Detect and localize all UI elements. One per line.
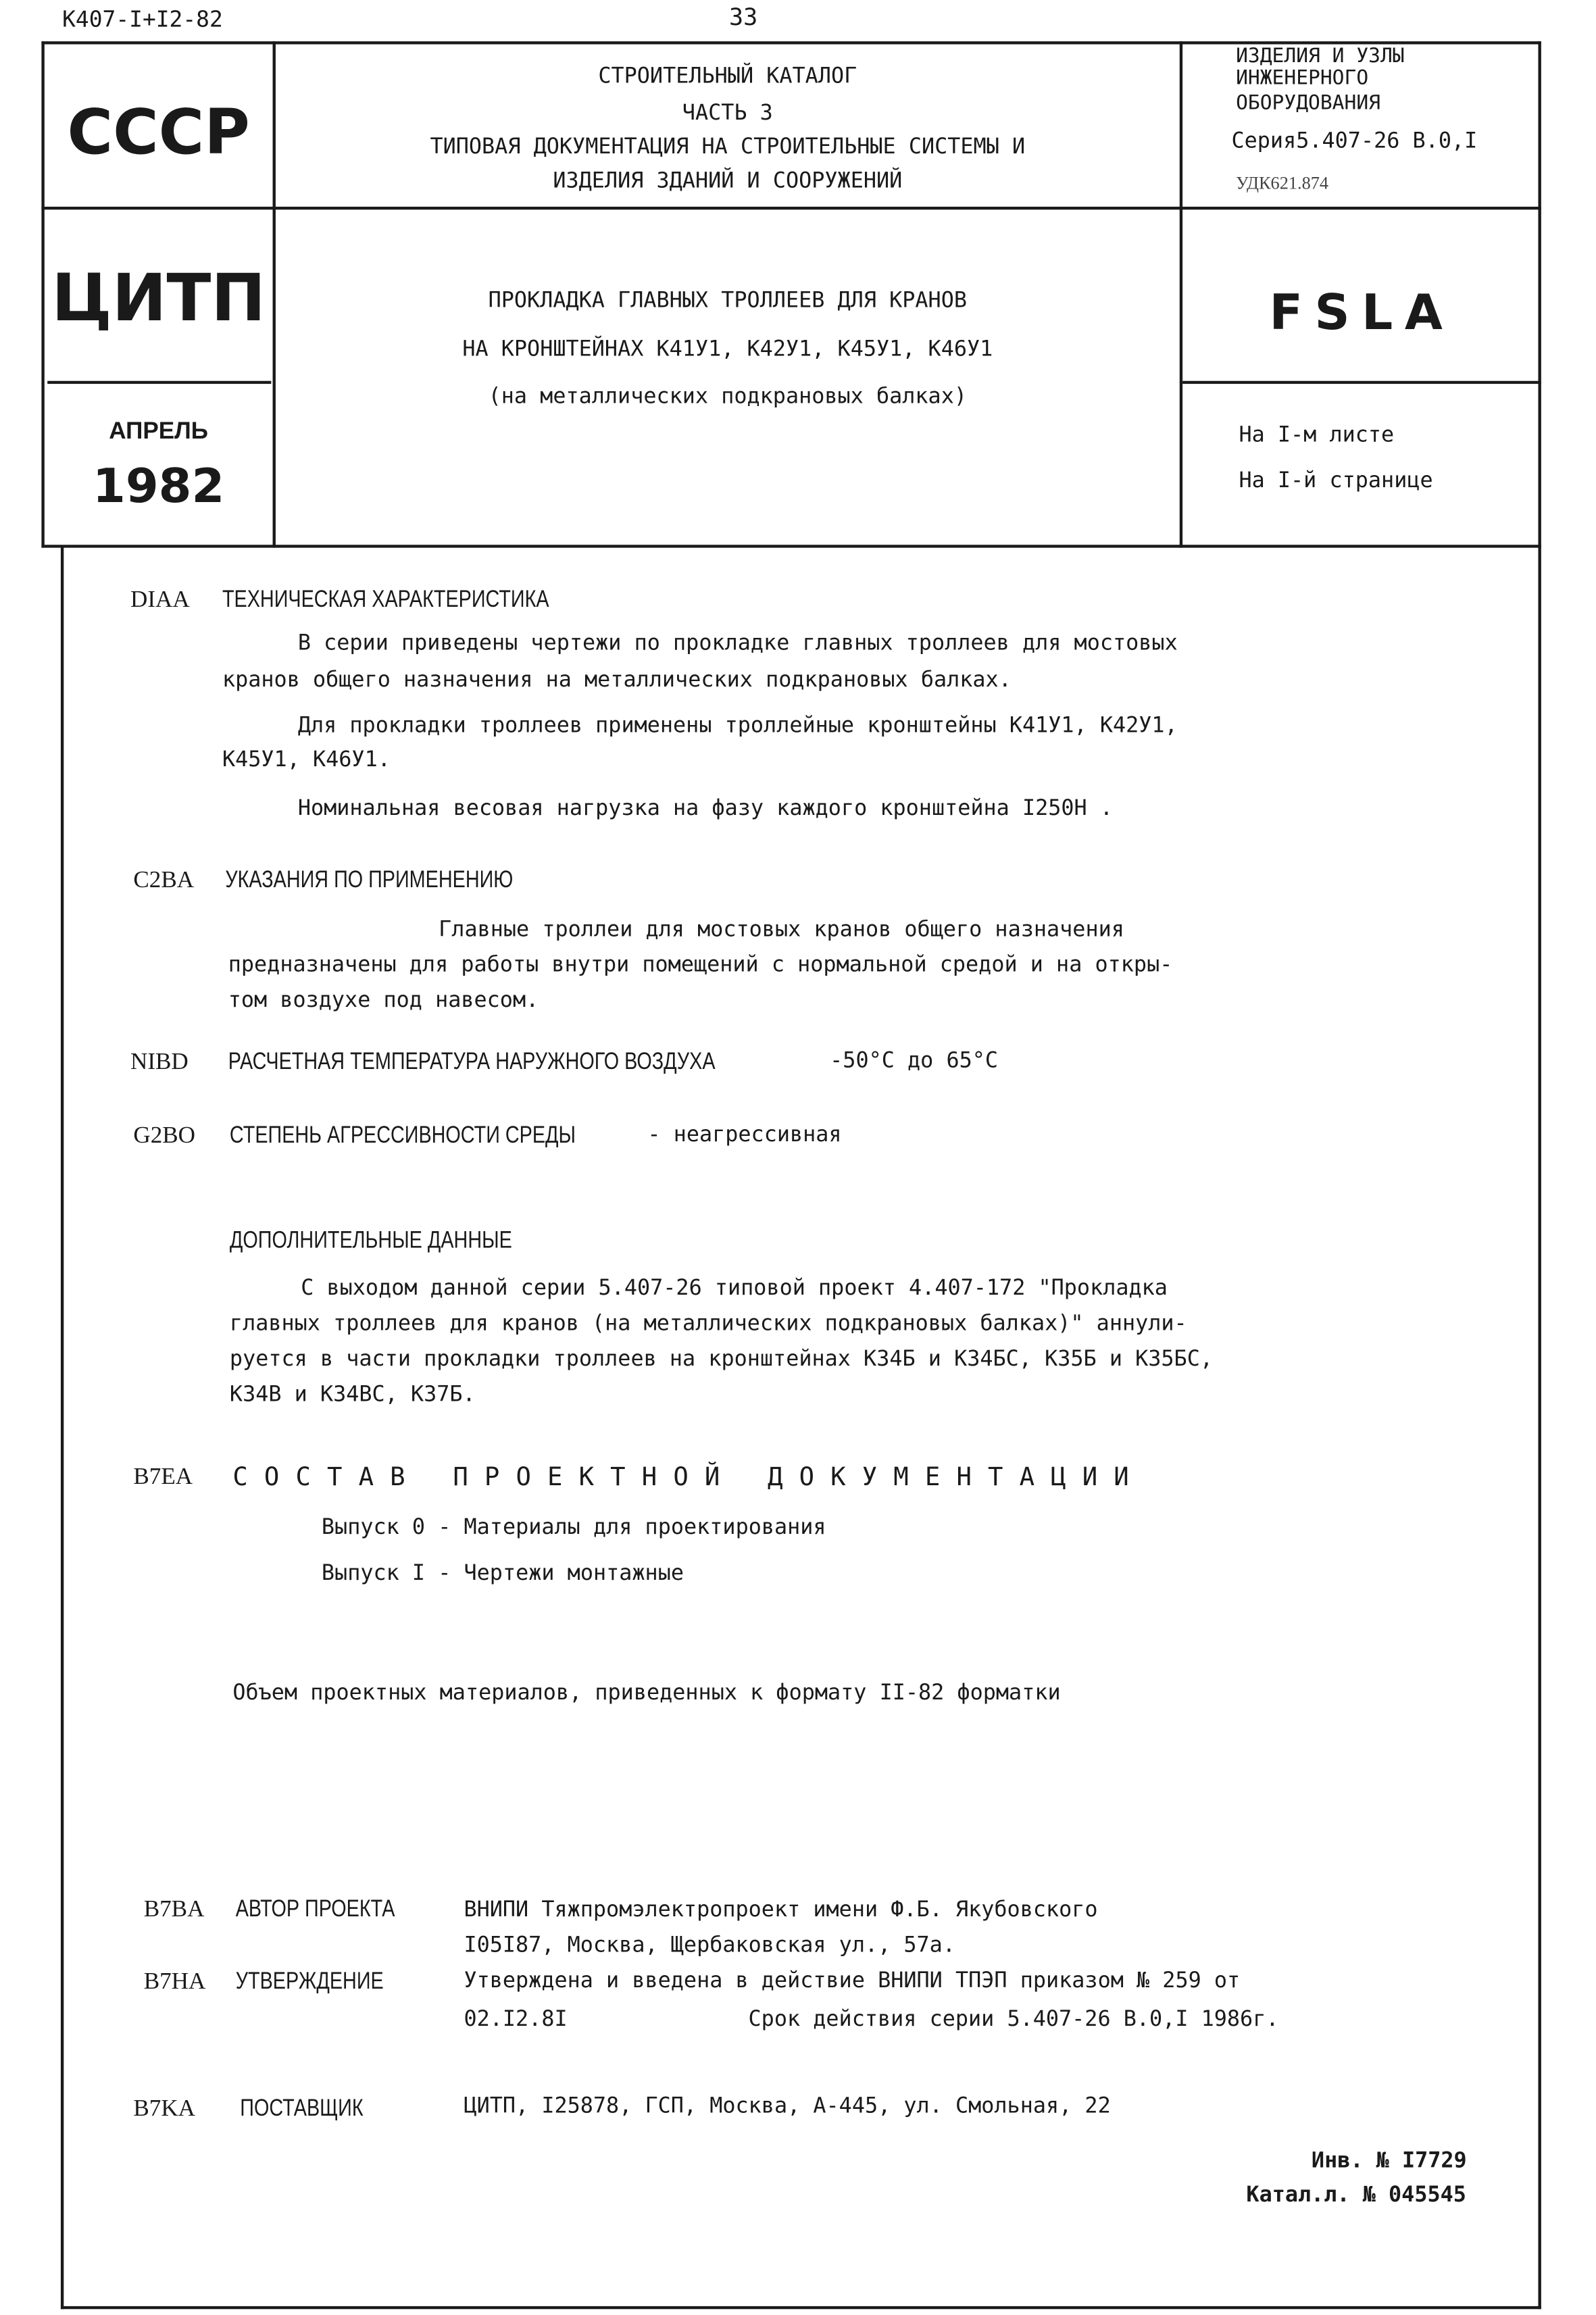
supplier-label: ПОСТАВЩИК — [240, 2096, 364, 2122]
header-bottom-border — [41, 545, 1541, 547]
approval-code: B7HA — [143, 1969, 206, 1995]
tech-code: DIAA — [130, 587, 190, 613]
top-left-code: К407-I+I2-82 — [62, 5, 223, 33]
page-number: 33 — [729, 3, 758, 31]
usage-line-3: том воздухе под навесом. — [228, 989, 539, 1013]
udk-code: УДК621.874 — [1236, 172, 1329, 194]
title-line-3: (на металлических подкрановых балках) — [488, 385, 968, 409]
aggressiveness-value: - неагрессивная — [647, 1123, 842, 1147]
category-line-1: ИЗДЕЛИЯ И УЗЛЫ — [1236, 44, 1405, 68]
title-line-1: ПРОКЛАДКА ГЛАВНЫХ ТРОЛЛЕЕВ ДЛЯ КРАНОВ — [488, 289, 968, 314]
category-code: FSLA — [1269, 283, 1455, 341]
author-code: B7BA — [143, 1897, 205, 1922]
category-line-3: ОБОРУДОВАНИЯ — [1236, 91, 1381, 116]
tech-p1-line1: В серии приведены чертежи по прокладке главных троллеев для мостовых — [297, 632, 1178, 656]
supplier-code: B7KA — [133, 2096, 196, 2122]
usage-line-1: Главные троллеи для мостовых кранов общего назначения — [439, 918, 1124, 942]
sheet-count: На I-м листе — [1239, 424, 1395, 448]
frame-left-border — [61, 546, 64, 2309]
supplier-line: ЦИТП, I25878, ГСП, Москва, А-445, ул. Смольная, 22 — [464, 2095, 1111, 2119]
approval-date: 02.I2.8I — [464, 2008, 568, 2032]
extra-line-3: руется в части прокладки троллеев на кронштейнах К34Б и К34БС, К35Б и К35БС, — [229, 1347, 1214, 1372]
usage-heading: УКАЗАНИЯ ПО ПРИМЕНЕНИЮ — [225, 868, 514, 893]
code-divider — [1182, 381, 1541, 384]
inventory-number: Инв. № I7729 — [1311, 2149, 1467, 2174]
category-line-2: ИНЖЕНЕРНОГО — [1236, 66, 1369, 91]
extra-line-4: К34В и К34ВС, К37Б. — [229, 1383, 476, 1408]
header-row-divider — [41, 207, 1541, 209]
extra-line-2: главных троллеев для кранов (на металлических подкрановых балках)" аннули- — [229, 1312, 1187, 1337]
page-count: На I-й странице — [1239, 469, 1433, 493]
tech-p3: Номинальная весовая нагрузка на фазу каждого кронштейна I250Н . — [297, 797, 1114, 821]
org-citp: ЦИТП — [51, 261, 266, 337]
catalog-line-3: ТИПОВАЯ ДОКУМЕНТАЦИЯ НА СТРОИТЕЛЬНЫЕ СИСТЕМЫ И — [430, 136, 1026, 159]
tech-heading: ТЕХНИЧЕСКАЯ ХАРАКТЕРИСТИКА — [222, 587, 549, 613]
temperature-heading: РАСЧЕТНАЯ ТЕМПЕРАТУРА НАРУЖНОГО ВОЗДУХА — [228, 1049, 716, 1075]
author-line-1: ВНИПИ Тяжпромэлектропроект имени Ф.Б. Якубовского — [464, 1898, 1098, 1922]
title-line-2: НА КРОНШТЕЙНАХ К41У1, К42У1, К45У1, К46У1 — [462, 338, 993, 362]
usage-line-2: предназначены для работы внутри помещений с нормальной средой и на откры- — [228, 953, 1173, 978]
tech-p2-line2: К45У1, К46У1. — [222, 748, 391, 772]
catalog-line-2: ЧАСТЬ 3 — [682, 101, 773, 126]
approval-validity: Срок действия серии 5.407-26 В.0,I 1986г. — [748, 2008, 1279, 2032]
catalog-line-4: ИЗДЕЛИЯ ЗДАНИЙ И СООРУЖЕНИЙ — [553, 170, 903, 194]
aggressiveness-code: G2BO — [133, 1123, 196, 1149]
approval-label: УТВЕРЖДЕНИЕ — [235, 1969, 384, 1995]
author-line-2: I05I87, Москва, Щербаковская ул., 57а. — [464, 1934, 955, 1958]
catalog-line-1: СТРОИТЕЛЬНЫЙ КАТАЛОГ — [598, 65, 857, 89]
date-divider — [47, 381, 271, 384]
aggressiveness-heading: СТЕПЕНЬ АГРЕССИВНОСТИ СРЕДЫ — [229, 1123, 576, 1149]
temperature-value: -50°С до 65°С — [830, 1049, 999, 1074]
catalog-sheet-number: Катал.л. № 045545 — [1246, 2183, 1466, 2208]
docs-code: B7EA — [133, 1464, 193, 1490]
issue-year: 1982 — [93, 457, 225, 514]
tech-p2-line1: Для прокладки троллеев применены троллейные кронштейны К41У1, К42У1, — [297, 714, 1178, 739]
issue-month: АПРЕЛЬ — [109, 419, 209, 445]
org-ussr: СССР — [67, 96, 250, 169]
docs-item-0: Выпуск 0 - Материалы для проектирования — [321, 1516, 826, 1540]
temperature-code: NIBD — [130, 1049, 189, 1075]
frame-bottom-border — [61, 2306, 1541, 2309]
extra-line-1: С выходом данной серии 5.407-26 типовой проект 4.407-172 "Прокладка — [301, 1276, 1168, 1301]
docs-item-1: Выпуск I - Чертежи монтажные — [321, 1562, 684, 1586]
series-number: Серия5.407-26 В.0,I — [1231, 130, 1478, 154]
docs-heading: СОСТАВ ПРОЕКТНОЙ ДОКУМЕНТАЦИИ — [232, 1463, 1145, 1493]
extra-heading: ДОПОЛНИТЕЛЬНЫЕ ДАННЫЕ — [229, 1228, 512, 1254]
volume-note: Объем проектных материалов, приведенных к формату II-82 форматки — [232, 1681, 1061, 1706]
author-label: АВТОР ПРОЕКТА — [235, 1897, 395, 1922]
tech-p1-line2: кранов общего назначения на металлических подкрановых балках. — [222, 668, 1012, 693]
usage-code: C2BA — [133, 868, 195, 893]
approval-line-1: Утверждена и введена в действие ВНИПИ ТПЭП приказом № 259 от — [464, 1969, 1241, 1993]
